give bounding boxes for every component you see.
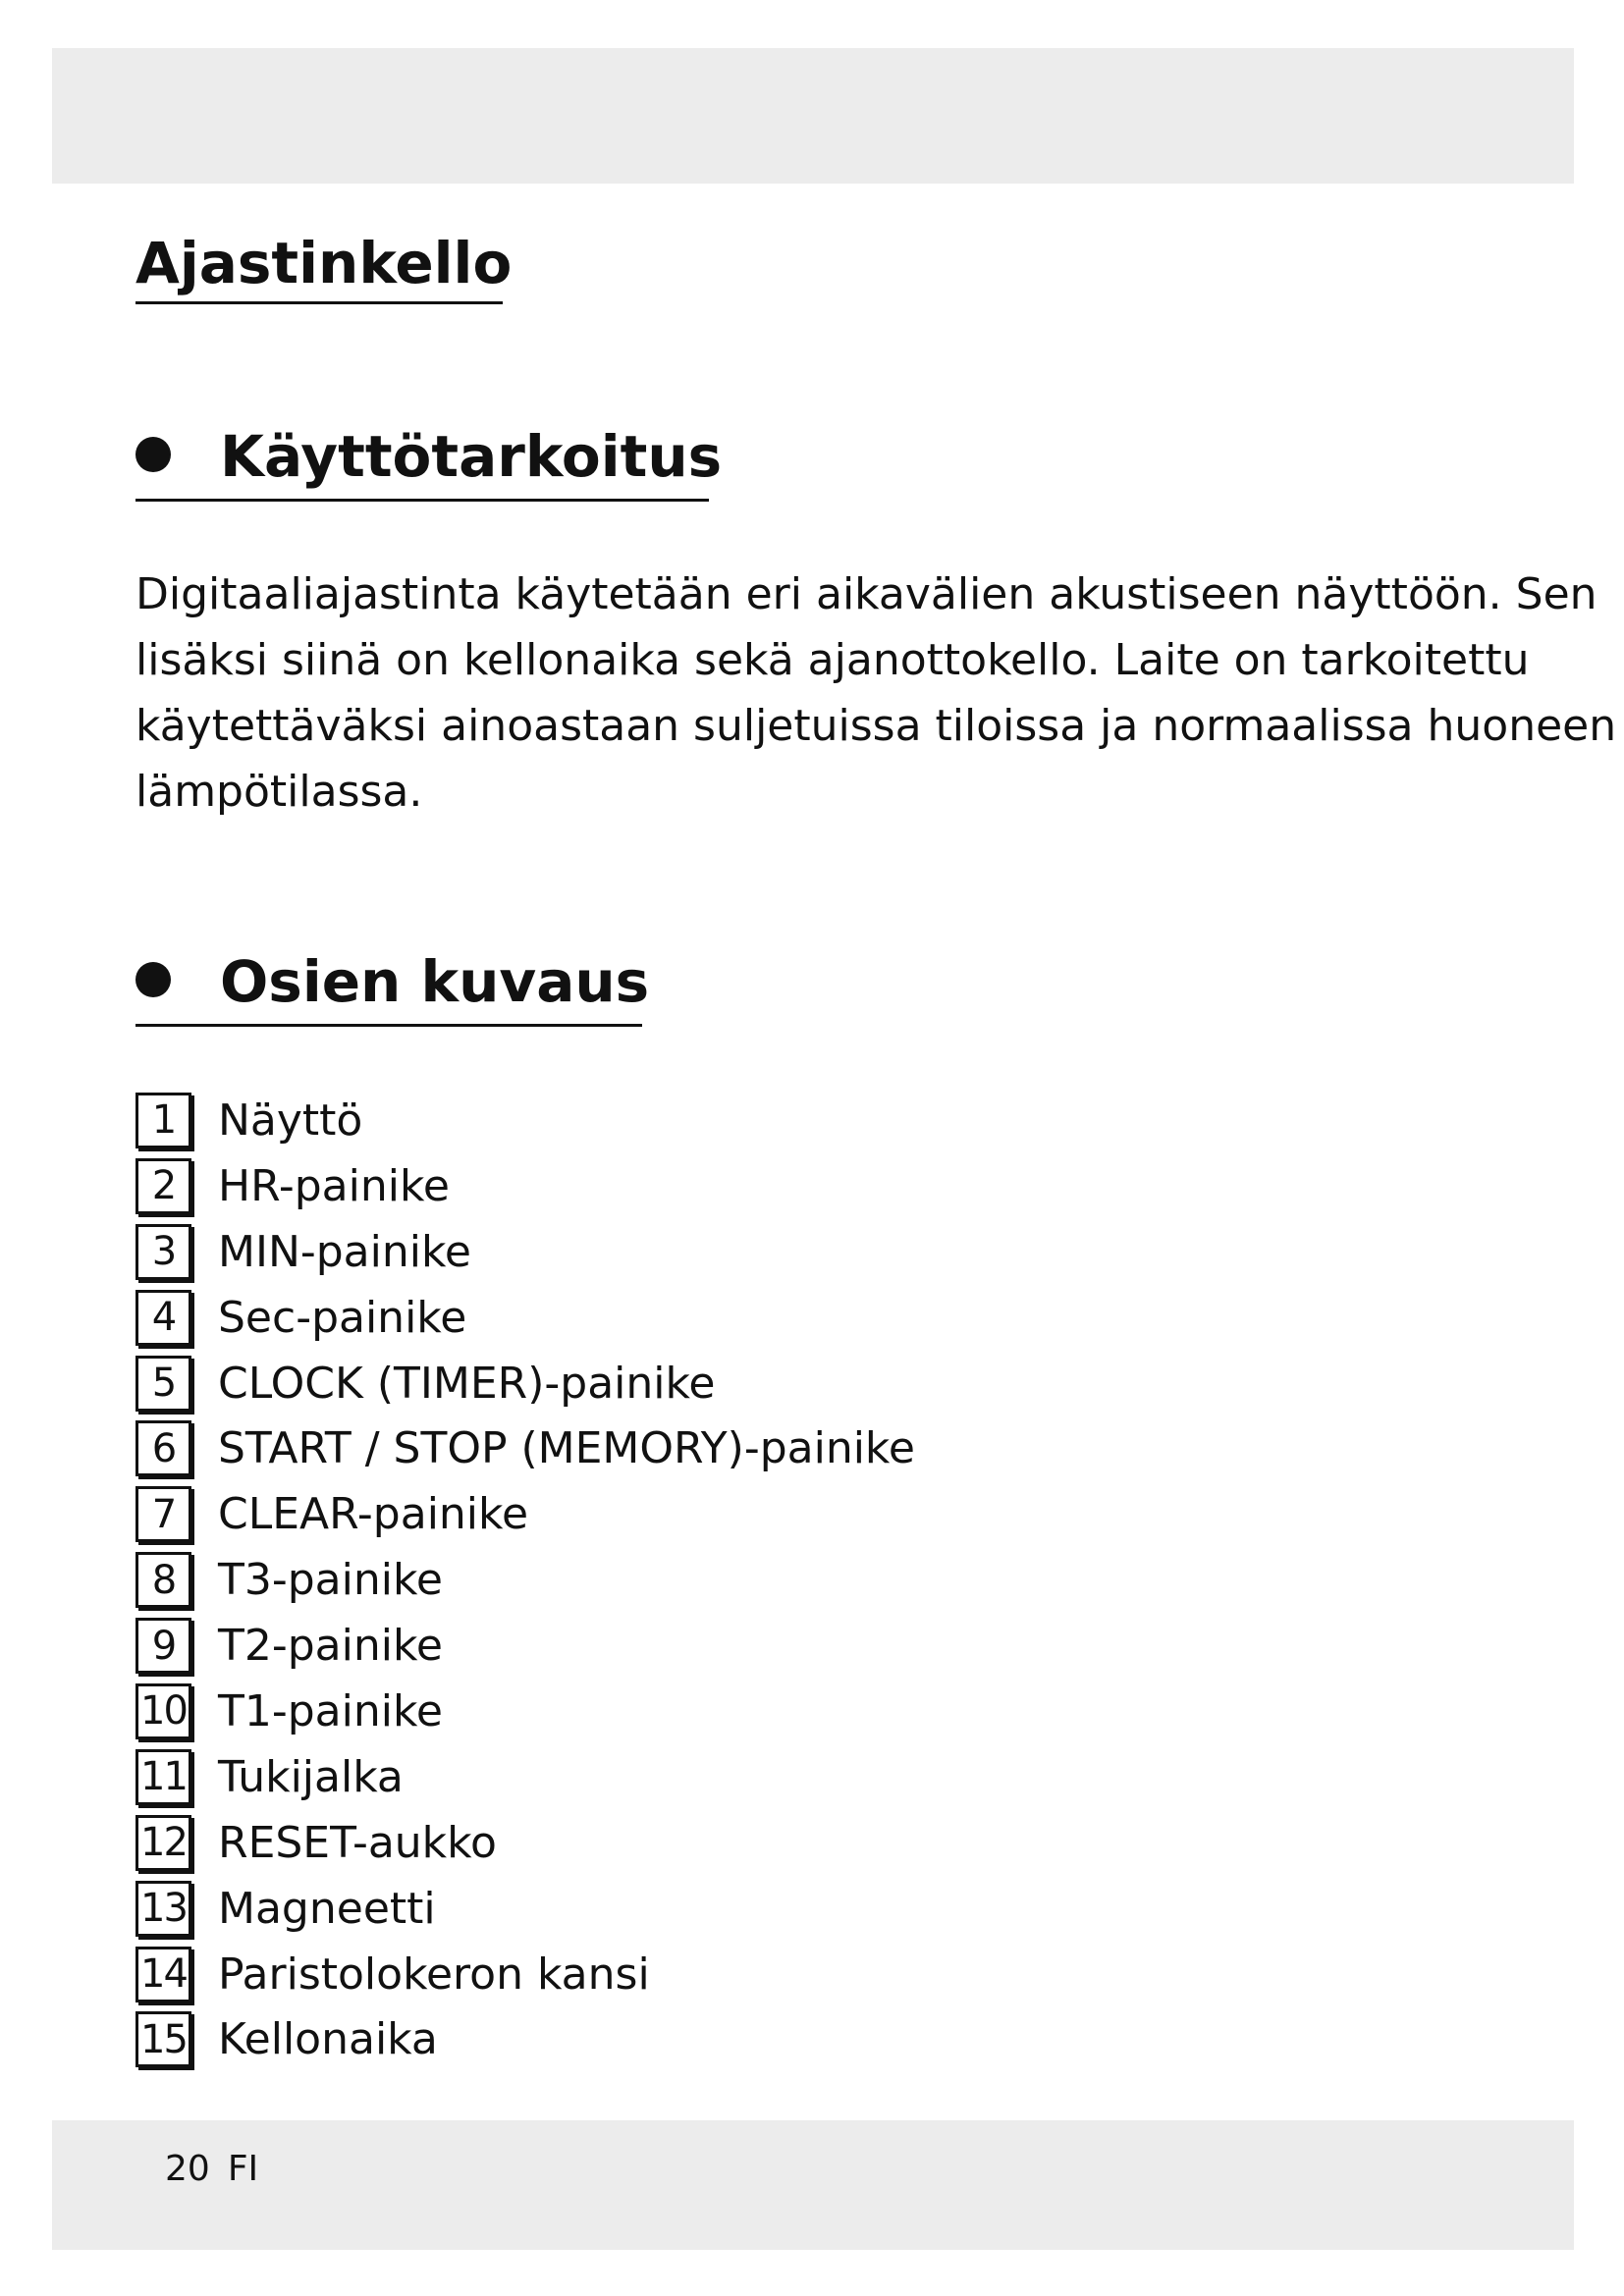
section-underline — [135, 1024, 642, 1027]
purpose-paragraph — [135, 561, 1617, 825]
part-number-box: 7 — [135, 1486, 191, 1542]
part-list-item — [135, 1415, 915, 1481]
part-label: Näyttö — [218, 1095, 363, 1146]
part-list-item — [135, 1351, 915, 1416]
part-list-item — [135, 1285, 915, 1351]
section-underline — [135, 499, 709, 502]
header-band — [52, 48, 1574, 184]
part-label: CLOCK (TIMER)-painike — [218, 1358, 716, 1409]
part-label: Kellonaika — [218, 2014, 438, 2065]
part-label: HR-painike — [218, 1160, 450, 1211]
part-label: Paristolokeron kansi — [218, 1949, 650, 2000]
part-list-item — [135, 1088, 915, 1153]
footer-band — [52, 2120, 1574, 2250]
part-label: Magneetti — [218, 1883, 436, 1934]
part-number-box: 12 — [135, 1815, 191, 1871]
part-list-item — [135, 1547, 915, 1613]
part-label: CLEAR-painike — [218, 1489, 529, 1540]
page-number: 20 — [165, 2149, 210, 2189]
part-number-box: 2 — [135, 1158, 191, 1214]
part-list-item — [135, 1942, 915, 2007]
paragraph-line: Digitaaliajastinta käytetään eri aikavälien akustiseen näyttöön. Sen — [135, 569, 1597, 619]
part-list-item — [135, 1613, 915, 1679]
section-bullet-icon — [135, 962, 171, 997]
part-list-item — [135, 1219, 915, 1285]
page-title: Ajastinkello — [135, 230, 513, 296]
section-title-purpose: Käyttötarkoitus — [220, 423, 723, 490]
paragraph-line: lisäksi siinä on kellonaika sekä ajanottokello. Laite on tarkoitettu — [135, 635, 1530, 685]
part-number-box: 10 — [135, 1683, 191, 1739]
part-number-box: 11 — [135, 1749, 191, 1805]
language-code: FI — [227, 2149, 259, 2189]
part-number-box: 15 — [135, 2011, 191, 2067]
part-list-item — [135, 1481, 915, 1547]
section-bullet-icon — [135, 437, 171, 472]
part-number-box: 1 — [135, 1093, 191, 1148]
part-label: Tukijalka — [218, 1751, 404, 1802]
part-number-box: 6 — [135, 1420, 191, 1476]
page-footer — [165, 2150, 276, 2189]
part-number-box: 5 — [135, 1356, 191, 1412]
part-label: START / STOP (MEMORY)-painike — [218, 1423, 915, 1474]
paragraph-line: käytettäväksi ainoastaan suljetuissa tiloissa ja normaalissa huoneen — [135, 701, 1617, 751]
part-list-item — [135, 1679, 915, 1744]
parts-list — [135, 1088, 915, 2072]
part-number-box: 3 — [135, 1224, 191, 1280]
part-list-item — [135, 1744, 915, 1810]
paragraph-line: lämpötilassa. — [135, 767, 423, 817]
part-list-item — [135, 1810, 915, 1876]
part-label: Sec-painike — [218, 1292, 467, 1343]
part-label: T3-painike — [218, 1555, 443, 1606]
title-underline — [135, 301, 503, 304]
part-number-box: 8 — [135, 1552, 191, 1608]
part-number-box: 13 — [135, 1881, 191, 1937]
part-number-box: 9 — [135, 1618, 191, 1674]
part-label: T2-painike — [218, 1621, 443, 1672]
part-number-box: 4 — [135, 1290, 191, 1346]
part-list-item — [135, 2006, 915, 2072]
part-number-box: 14 — [135, 1947, 191, 2002]
section-title-parts: Osien kuvaus — [220, 948, 650, 1015]
part-label: T1-painike — [218, 1685, 443, 1736]
part-list-item — [135, 1153, 915, 1219]
part-label: MIN-painike — [218, 1226, 471, 1277]
part-list-item — [135, 1876, 915, 1942]
part-label: RESET-aukko — [218, 1817, 497, 1868]
